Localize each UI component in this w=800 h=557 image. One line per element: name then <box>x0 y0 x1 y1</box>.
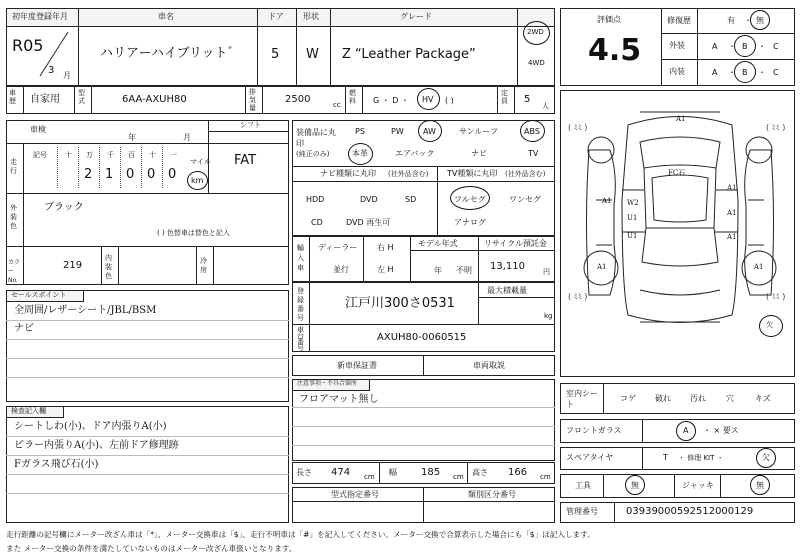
length-unit: cm <box>364 473 375 481</box>
interior-grade-a: A <box>712 68 718 77</box>
car-name-header: 車名 <box>158 12 174 21</box>
footer-note: 走行距離の記号欄にメーター改ざん車は「*」、メーター交換車は「$」、走行不明車は「#」を記入してください。メーター交換で合算表示した場合にも「$」は記入します。 <box>6 530 595 539</box>
windshield-rest: ・ × 要ス <box>703 426 739 435</box>
footer-note: また メーター交換の条件を満たしていないものはメーター改ざん車扱いとなります。 <box>6 544 297 553</box>
remarks-label: 注意事項・不具合箇所 <box>297 380 358 387</box>
warranty-label: 新車保証書 <box>337 361 377 370</box>
navi-dvd-playback: DVD 再生可 <box>346 218 391 227</box>
interior-grade-b: B <box>742 68 748 77</box>
door-count: 5 <box>271 47 280 62</box>
navi-sd: SD <box>405 195 417 204</box>
width-value: 185 <box>421 467 441 478</box>
length-label: 長さ <box>296 468 312 477</box>
equip-sunroof: サンルーフ <box>459 127 498 136</box>
max-load-unit: kg <box>544 312 553 320</box>
equip-navi: ナビ <box>471 149 487 158</box>
mileage-label: 走行 <box>10 158 17 175</box>
equip-aw: AW <box>423 127 436 136</box>
interior-grade-label: 内装 <box>669 67 685 76</box>
tv-header: TV種類に丸印 <box>447 169 498 178</box>
inspector-note: Fガラス飛び石(小) <box>14 459 99 470</box>
equip-abs: ABS <box>524 127 540 136</box>
inspection-year: 年 <box>128 133 136 142</box>
height-unit: cm <box>540 473 551 481</box>
seat-item-hole: 穴 <box>726 394 734 403</box>
svg-text:( ﾐﾐ ): ( ﾐﾐ ) <box>766 292 786 301</box>
mile-label: マイル <box>190 158 211 166</box>
mileage-digit: 0 <box>126 167 135 182</box>
navi-cd: CD <box>311 218 323 227</box>
capacity-unit: 人 <box>542 102 549 110</box>
equipment-label: 装備品に丸印 <box>296 128 336 148</box>
grade-header: グレード <box>400 12 432 21</box>
disp-unit: cc <box>333 101 341 109</box>
tools-label: 工具 <box>575 481 591 490</box>
equip-pw: PW <box>391 127 404 136</box>
mileage-sign: 記号 <box>33 151 47 159</box>
damage-mark: A1 <box>727 233 737 241</box>
sales-point-line: ナビ <box>14 323 34 334</box>
drive-4wd: 4WD <box>528 59 545 67</box>
recycle-label: リサイクル預託金 <box>484 239 547 248</box>
width-unit: cm <box>453 473 464 481</box>
reg-era: R05 <box>12 36 44 55</box>
door-header: ドア <box>268 12 284 21</box>
interior-grade-c: C <box>773 68 779 77</box>
recycle-value: 13,110 <box>490 261 525 272</box>
width-label: 幅 <box>389 468 397 477</box>
category-label: 類別区分番号 <box>468 490 516 499</box>
exterior-color-label: 外装色 <box>10 204 17 230</box>
repaint-note: ( ) 色替車は替色と記入 <box>157 229 230 237</box>
model-year-unit: 年 <box>434 266 442 275</box>
fuel-paren: ( ) <box>445 96 454 105</box>
navi-header-sub: (社外品含む) <box>388 170 429 178</box>
repair-label: 修復歴 <box>667 16 691 25</box>
chassis-value: AXUH80-0060515 <box>377 332 467 343</box>
reg-year-header: 初年度登録年月 <box>12 12 68 21</box>
plate-label: 登録番号 <box>297 287 304 322</box>
disp-label: 排気量 <box>249 88 256 112</box>
shift-label: シフト <box>240 121 261 129</box>
import-right-h: 右 H <box>377 243 394 252</box>
max-load-label: 最大積載量 <box>487 286 527 295</box>
equip-airbag: エアバック <box>395 149 435 158</box>
equip-ps: PS <box>355 127 365 136</box>
capacity-value: 5 <box>524 94 531 105</box>
exterior-grade-c: C <box>773 42 779 51</box>
spare-tire-label: スペアタイヤ <box>566 453 614 462</box>
inspector-note: シートしわ(小)、ドア内張りA(小) <box>14 421 167 432</box>
inspector-label: 検査記入欄 <box>11 407 46 415</box>
import-dealer: ディーラー <box>318 243 358 252</box>
ac-label: 冷房 <box>200 257 207 274</box>
exterior-grade-a: A <box>712 42 718 51</box>
mileage-digit-header: 十 <box>149 151 156 159</box>
exterior-color-value: ブラック <box>44 202 84 213</box>
tv-header-sub: (社外品含む) <box>505 170 546 178</box>
disp-value: 2500 <box>285 94 311 105</box>
model-year-unknown: 不明 <box>456 266 472 275</box>
score-label: 評価点 <box>597 15 621 24</box>
import-parallel: 並行 <box>333 265 349 274</box>
recycle-unit: 円 <box>543 268 550 276</box>
svg-text:( ﾐﾐ ): ( ﾐﾐ ) <box>766 123 786 132</box>
damage-mark: A1 <box>754 263 764 271</box>
spare-tire-t: T <box>663 453 668 462</box>
inspector-note: ピラー内張りA(小)、左前ドア修理跡 <box>14 440 179 451</box>
damage-mark: 欠 <box>766 321 773 329</box>
sales-point-line: 全周囲/レザーシート/JBL/BSM <box>14 305 157 316</box>
tools-value: 無 <box>631 481 639 490</box>
tv-oneseg: ワンセグ <box>509 195 541 204</box>
damage-mark: U1 <box>627 214 638 222</box>
damage-mark: W2 <box>627 199 639 207</box>
mgmt-number-value: 03939000592512000129 <box>626 506 754 517</box>
grade-value: Z “Leather Package” <box>342 47 476 62</box>
roof-note: FC石 <box>668 169 686 177</box>
use-value: 自家用 <box>30 94 60 105</box>
model-label: 型式 <box>78 89 85 105</box>
fuel-options: G ・ D ・ <box>373 96 409 105</box>
svg-text:( ﾐﾐ ): ( ﾐﾐ ) <box>568 292 588 301</box>
mileage-digit-header: 万 <box>86 151 93 159</box>
model-year-label: モデル年式 <box>418 239 458 248</box>
damage-mark: A1 <box>727 184 737 192</box>
windshield-label: フロントガラス <box>566 426 622 435</box>
plate-value: 江戸川300さ0531 <box>345 296 455 311</box>
km-label: km <box>191 176 204 185</box>
exterior-grade-b: B <box>742 42 748 51</box>
mileage-digit: 2 <box>84 167 93 182</box>
navi-hdd: HDD <box>306 195 325 204</box>
equip-leather: 本革 <box>352 149 368 158</box>
seat-item-burn: コゲ <box>620 394 636 403</box>
exterior-grade-sep2: ・ <box>758 42 766 51</box>
mgmt-number-label: 管理番号 <box>566 507 598 516</box>
seat-item-stain: 汚れ <box>690 394 706 403</box>
color-no-value: 219 <box>63 260 83 271</box>
damage-mark: A1 <box>676 115 686 123</box>
mileage-digit: 1 <box>105 167 114 182</box>
jack-label: ジャッキ <box>682 481 714 490</box>
sales-points-label: セールスポイント <box>11 291 67 299</box>
mileage-digit: 0 <box>147 167 156 182</box>
navi-header: ナビ種類に丸印 <box>320 169 376 178</box>
mileage-digit-header: 十 <box>65 151 72 159</box>
inspection-label: 車検 <box>30 125 46 134</box>
exterior-grade-sep: ・ <box>728 42 736 51</box>
chassis-label: 車台番号 <box>297 326 304 352</box>
import-label: 輸入車 <box>297 244 304 272</box>
capacity-label: 定員 <box>501 89 508 105</box>
mileage-digit: 0 <box>168 167 177 182</box>
fuel-hv: HV <box>422 95 434 104</box>
model-value: 6AA-AXUH80 <box>122 94 187 105</box>
inspection-month: 月 <box>183 133 191 142</box>
car-name: ハリアーハイブリット゛ <box>100 46 241 61</box>
spare-tire-none: 欠 <box>762 453 770 462</box>
windshield-a: A <box>683 426 689 435</box>
interior-grade-sep2: ・ <box>758 68 766 77</box>
seat-item-tear: 破れ <box>655 394 671 403</box>
drive-2wd: 2WD <box>527 28 544 36</box>
repair-none: 無 <box>756 16 764 25</box>
damage-mark: A1 <box>727 209 737 217</box>
damage-mark: A1 <box>597 263 607 271</box>
navi-dvd: DVD <box>360 195 378 204</box>
interior-grade-sep: ・ <box>728 68 736 77</box>
fuel-label: 燃料 <box>349 89 356 105</box>
mileage-digit-header: 百 <box>128 151 135 159</box>
mileage-digit-header: 一 <box>170 151 177 159</box>
tv-fullseg: フルセグ <box>454 195 486 204</box>
equipment-label-sub: (純正のみ) <box>296 150 330 158</box>
score-value: 4.5 <box>588 33 642 68</box>
interior-color-label: 内装色 <box>105 254 112 280</box>
repair-yes: 有 <box>727 16 735 25</box>
manual-label: 車両取説 <box>473 361 505 370</box>
body-shape: W <box>306 47 319 62</box>
seat-item-scratch: キズ <box>755 394 771 403</box>
import-left-h: 左 H <box>377 265 394 274</box>
equip-tv: TV <box>528 149 539 158</box>
repair-sep: ・ <box>744 16 752 25</box>
damage-mark: A1 <box>602 197 612 205</box>
height-label: 高さ <box>472 468 488 477</box>
type-spec-label: 型式指定番号 <box>331 490 379 499</box>
jack-value: 無 <box>756 481 764 490</box>
length-value: 474 <box>331 467 351 478</box>
tv-analog: アナログ <box>454 218 486 227</box>
color-no-label: カラーNo. <box>8 259 21 284</box>
seat-label: 室内シート <box>566 389 598 409</box>
mileage-digit-header: 千 <box>107 151 114 159</box>
use-label: 車歴 <box>9 89 16 105</box>
shape-header: 形状 <box>303 12 319 21</box>
reg-month: 3 <box>48 65 55 76</box>
height-value: 166 <box>508 467 528 478</box>
damage-mark: U1 <box>627 232 638 240</box>
exterior-grade-label: 外装 <box>669 41 685 50</box>
spare-tire-kit: ・ 修理 KIT ・ <box>678 454 724 462</box>
remarks-value: フロアマット無し <box>299 394 379 405</box>
shift-value: FAT <box>234 153 257 168</box>
svg-text:( ﾐﾐ ): ( ﾐﾐ ) <box>568 123 588 132</box>
reg-month-unit: 月 <box>63 71 71 80</box>
